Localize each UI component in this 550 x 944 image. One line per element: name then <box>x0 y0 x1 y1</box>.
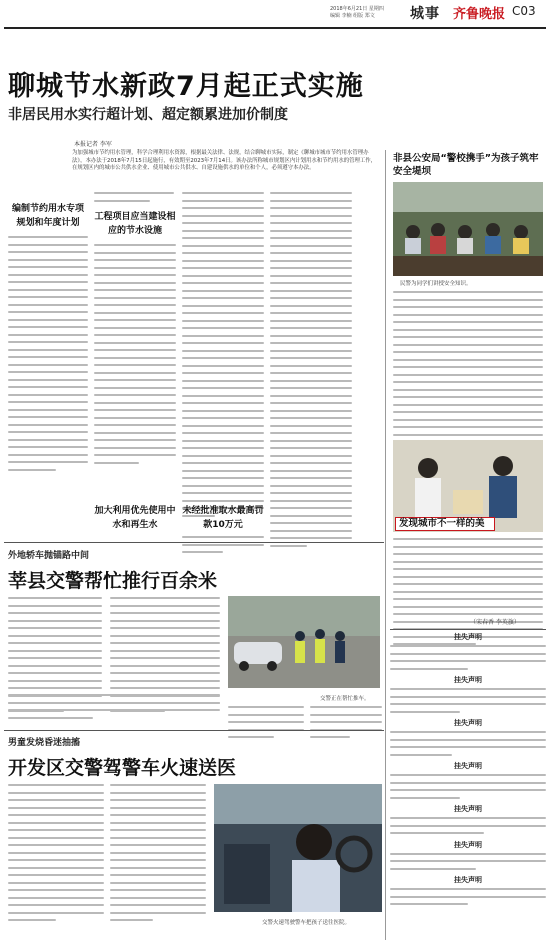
notice-item <box>390 840 546 870</box>
notice-item <box>390 804 546 834</box>
story3-photo-caption: 交警火速驾驶警车把孩子送往医院。 <box>262 920 351 926</box>
story3-photo <box>214 784 382 912</box>
classroom-photo-icon <box>393 182 543 276</box>
story2-col4-text <box>310 706 382 744</box>
story2-col3-text <box>228 706 304 744</box>
notice-title: 挂失声明 <box>454 805 482 813</box>
story2-headline: 莘县交警帮忙推行百余米 <box>8 570 218 592</box>
notice-title: 挂失声明 <box>454 633 482 641</box>
story2-kicker: 外地轿车抛锚路中间 <box>8 551 90 561</box>
sidebar-box-title-bar <box>395 517 495 531</box>
main-headline: 聊城节水新政7月起正式实施 <box>8 71 364 102</box>
col3-text <box>182 192 264 522</box>
col3-heading: 未经批准取水最高罚款10万元 <box>182 506 264 530</box>
notice-item <box>390 718 546 756</box>
main-byline: 本报记者 李军 <box>74 141 112 148</box>
col3-text-bottom <box>182 536 264 559</box>
main-subheadline: 非居民用水实行超计划、超定额累进加价制度 <box>8 107 288 123</box>
police-car-photo-icon <box>214 784 382 912</box>
col1-heading: 编制节约用水专项规划和年度计划 <box>11 204 84 228</box>
main-lead: 为加强城市节约用水管理，科学合理利用水资源，根据最关法律、法规，结合聊城市实际，制定《聊城市城市节约用水管理办法》，本办法于2018年7月15日起施行，有效期至2023年7月14日。该办法所称城市规划区内计划用水和节约用水的管理工作，在规划区内的城市公共供水企业、使用城市公共供水、自建设施供水的单位和个人，必须遵守本办法。 <box>72 150 377 172</box>
section-name: 城事 <box>410 6 440 22</box>
sidebar-headline: 非县公安局“警校携手”为孩子筑牢安全堤坝 <box>393 153 539 177</box>
sidebar-box-author: （宋春香 李英旗） <box>470 619 520 626</box>
header-rule <box>4 27 546 29</box>
main-story-rule <box>4 542 384 543</box>
editor-line: 编辑 李楠 组版 郑文 <box>330 13 375 19</box>
notices-rule <box>390 629 546 630</box>
story3-col1-text <box>8 784 104 927</box>
col2-heading: 工程项目应当建设相应的节水设施 <box>94 212 176 236</box>
sidebar-text <box>393 291 543 449</box>
story3-headline: 开发区交警驾警车火速送医 <box>8 757 237 779</box>
story2-photo-caption: 交警正在帮忙推车。 <box>320 696 370 702</box>
issue-date: 2018年6月21日 星期四 <box>330 6 384 12</box>
notice-item <box>390 675 546 713</box>
notices-column <box>390 632 546 911</box>
notice-item <box>390 632 546 670</box>
paper-name: 齐鲁晚报 <box>453 7 506 22</box>
story2-tail-text <box>8 694 220 724</box>
notice-title: 挂失声明 <box>454 762 482 770</box>
story2-photo <box>228 596 380 688</box>
notice-title: 挂失声明 <box>454 876 482 884</box>
sidebar-divider <box>385 150 386 940</box>
col2-text-top <box>94 192 174 207</box>
sidebar-photo-classroom <box>393 182 543 276</box>
notice-title: 挂失声明 <box>454 719 482 727</box>
notice-item <box>390 761 546 799</box>
page-number: C03 <box>512 4 536 18</box>
story2-rule <box>4 730 384 731</box>
col2-heading-2: 加大利用优先使用中水和再生水 <box>94 506 176 530</box>
story3-col2-text <box>110 784 206 927</box>
notice-title: 挂失声明 <box>454 676 482 684</box>
sidebar-photo-caption: 民警为同学们讲授安全知识。 <box>400 281 472 287</box>
car-push-photo-icon <box>228 596 380 688</box>
story3-kicker: 男童发烧昏迷抽搐 <box>8 738 81 748</box>
col1-text <box>8 236 88 476</box>
col2-text <box>94 244 176 469</box>
notice-title: 挂失声明 <box>454 840 482 849</box>
sidebar-box-title: 发现城市不一样的美 <box>399 518 485 529</box>
col4-text <box>270 192 352 552</box>
notice-item <box>390 875 546 905</box>
